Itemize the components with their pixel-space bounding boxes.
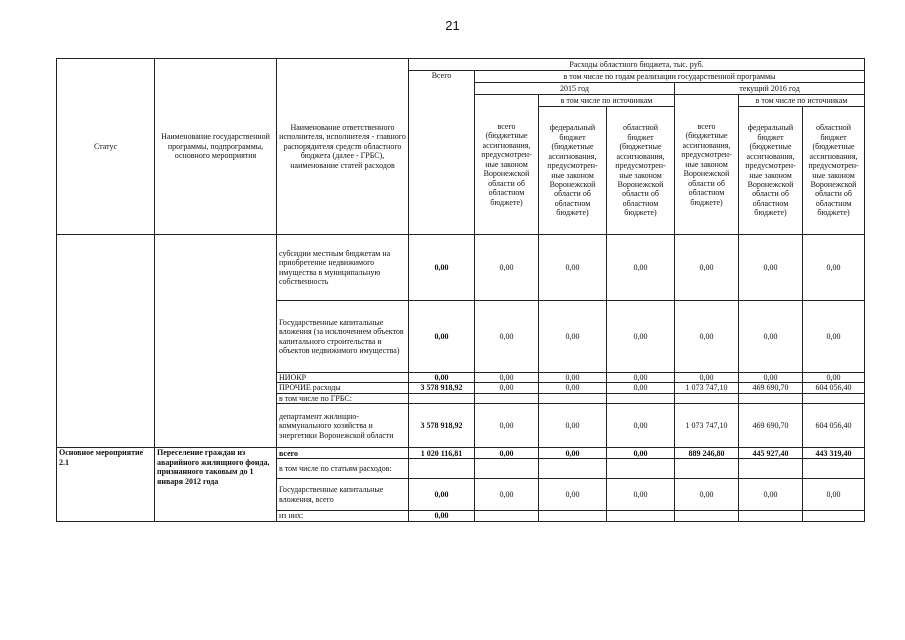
row-2015-fed: 0,00 (539, 479, 607, 511)
row-2016-all: 0,00 (675, 301, 739, 373)
row-label: НИОКР (277, 373, 409, 383)
row-2016-fed: 445 927,40 (739, 448, 803, 459)
row-2015-all: 0,00 (475, 373, 539, 383)
row-2016-all: 889 246,80 (675, 448, 739, 459)
row-total: 0,00 (409, 479, 475, 511)
row-2016-reg: 0,00 (803, 235, 865, 301)
header-by-sources-2016: в том числе по источникам (739, 95, 865, 107)
row-2015-reg: 0,00 (607, 383, 675, 393)
row-2015-fed: 0,00 (539, 404, 607, 448)
header-col-all-2016: всего (бюджетные ассигнования, предусмотрен-ные законом Воронежской области об областном бюджете) (675, 95, 739, 235)
row-2015-fed: 0,00 (539, 448, 607, 459)
empty-cell (539, 393, 607, 403)
row-2015-all: 0,00 (475, 301, 539, 373)
row-2015-reg: 0,00 (607, 235, 675, 301)
row-2015-fed: 0,00 (539, 383, 607, 393)
row-total: 1 020 116,81 (409, 448, 475, 459)
row-2015-all: 0,00 (475, 479, 539, 511)
empty-cell (675, 511, 739, 521)
measure-status: Основное мероприятие 2.1 (57, 448, 155, 521)
row-2016-all: 1 073 747,10 (675, 383, 739, 393)
empty-cell (739, 459, 803, 479)
empty-cell (803, 511, 865, 521)
header-year-2016: текущий 2016 год (675, 83, 865, 95)
row-total: 0,00 (409, 301, 475, 373)
row-2016-reg: 0,00 (803, 479, 865, 511)
empty-cell (803, 459, 865, 479)
row-label: департамент жилищно-коммунального хозяйства и энергетики Воронежской области (277, 404, 409, 448)
empty-cell (803, 393, 865, 403)
header-col-reg-2016: областной бюджет (бюджетные ассигнования, предусмотрен-ные законом Воронежской области об областном бюджете) (803, 107, 865, 235)
header-year-2015: 2015 год (475, 83, 675, 95)
header-col-reg-2015: областной бюджет (бюджетные ассигнования, предусмотрен-ные законом Воронежской области об областном бюджете) (607, 107, 675, 235)
row-2015-reg: 0,00 (607, 301, 675, 373)
row-2016-reg: 0,00 (803, 373, 865, 383)
header-by-years: в том числе по годам реализации государственной программы (475, 71, 865, 83)
row-2015-all: 0,00 (475, 404, 539, 448)
header-col-all-2015: всего (бюджетные ассигнования, предусмотрен-ные законом Воронежской области об областном бюджете) (475, 95, 539, 235)
row-2015-reg: 0,00 (607, 404, 675, 448)
row-label: в том числе по статьям расходов: (277, 459, 409, 479)
row-2016-all: 0,00 (675, 373, 739, 383)
row-2016-reg: 443 319,40 (803, 448, 865, 459)
budget-table (56, 58, 865, 522)
empty-cell (409, 459, 475, 479)
row-2016-reg: 604 056,40 (803, 383, 865, 393)
table-row (57, 448, 865, 459)
row-total: 0,00 (409, 235, 475, 301)
header-by-sources-2015: в том числе по источникам (539, 95, 675, 107)
empty-cell (607, 511, 675, 521)
row-2016-all: 0,00 (675, 479, 739, 511)
row-label: Государственные капитальные вложения, всего (277, 479, 409, 511)
row-total: 3 578 918,92 (409, 383, 475, 393)
empty-cell (475, 459, 539, 479)
header-col-fed-2016: федеральный бюджет (бюджетные ассигнования, предусмотрен-ные законом Воронежской области об областном бюджете) (739, 107, 803, 235)
header-program-name: Наименование государственной программы, подпрограммы, основного мероприятия (155, 59, 277, 235)
row-2016-reg: 604 056,40 (803, 404, 865, 448)
empty-cell (739, 511, 803, 521)
row-2016-fed: 0,00 (739, 479, 803, 511)
empty-cell (739, 393, 803, 403)
row-2015-fed: 0,00 (539, 373, 607, 383)
header-total: Всего (409, 71, 475, 235)
empty-cell (539, 459, 607, 479)
row-2016-fed: 0,00 (739, 373, 803, 383)
row-2016-fed: 0,00 (739, 301, 803, 373)
row-2015-all: 0,00 (475, 448, 539, 459)
empty-cell (475, 393, 539, 403)
empty-cell (475, 511, 539, 521)
program-cell-empty (155, 235, 277, 448)
header-col-fed-2015: федеральный бюджет (бюджетные ассигнования, предусмотрен-ные законом Воронежской области об областном бюджете) (539, 107, 607, 235)
row-2015-reg: 0,00 (607, 373, 675, 383)
status-cell-empty (57, 235, 155, 448)
empty-cell (675, 393, 739, 403)
row-label: субсидии местным бюджетам на приобретение недвижимого имущества в муниципальную собственность (277, 235, 409, 301)
empty-cell (607, 459, 675, 479)
empty-cell (675, 459, 739, 479)
row-2015-all: 0,00 (475, 235, 539, 301)
row-2016-all: 1 073 747,10 (675, 404, 739, 448)
row-label: из них: (277, 511, 409, 521)
page-number: 21 (445, 18, 460, 33)
row-total: 0,00 (409, 373, 475, 383)
row-total: 3 578 918,92 (409, 404, 475, 448)
header-status: Статус (57, 59, 155, 235)
row-2015-all: 0,00 (475, 383, 539, 393)
empty-cell (409, 393, 475, 403)
table-row (57, 235, 865, 301)
row-2015-reg: 0,00 (607, 479, 675, 511)
row-2015-fed: 0,00 (539, 301, 607, 373)
row-label: Государственные капитальные вложения (за исключением объектов капитального строительства и объектов недвижимого имущества) (277, 301, 409, 373)
row-label: ПРОЧИЕ расходы (277, 383, 409, 393)
row-total: 0,00 (409, 511, 475, 521)
row-2015-fed: 0,00 (539, 235, 607, 301)
header-expenses-title: Расходы областного бюджета, тыс. руб. (409, 59, 865, 71)
measure-name: Переселение граждан из аварийного жилищного фонда, признанного таковым до 1 января 2012 года (155, 448, 277, 521)
row-2016-fed: 469 690,70 (739, 404, 803, 448)
empty-cell (539, 511, 607, 521)
row-2016-fed: 0,00 (739, 235, 803, 301)
empty-cell (607, 393, 675, 403)
header-executor-name: Наименование ответственного исполнителя, исполнителя - главного распорядителя средств областного бюджета (далее - ГРБС), наименование статей расходов (277, 59, 409, 235)
row-label: в том числе по ГРБС: (277, 393, 409, 403)
row-2016-all: 0,00 (675, 235, 739, 301)
row-label: всего (277, 448, 409, 459)
row-2015-reg: 0,00 (607, 448, 675, 459)
row-2016-fed: 469 690,70 (739, 383, 803, 393)
row-2016-reg: 0,00 (803, 301, 865, 373)
